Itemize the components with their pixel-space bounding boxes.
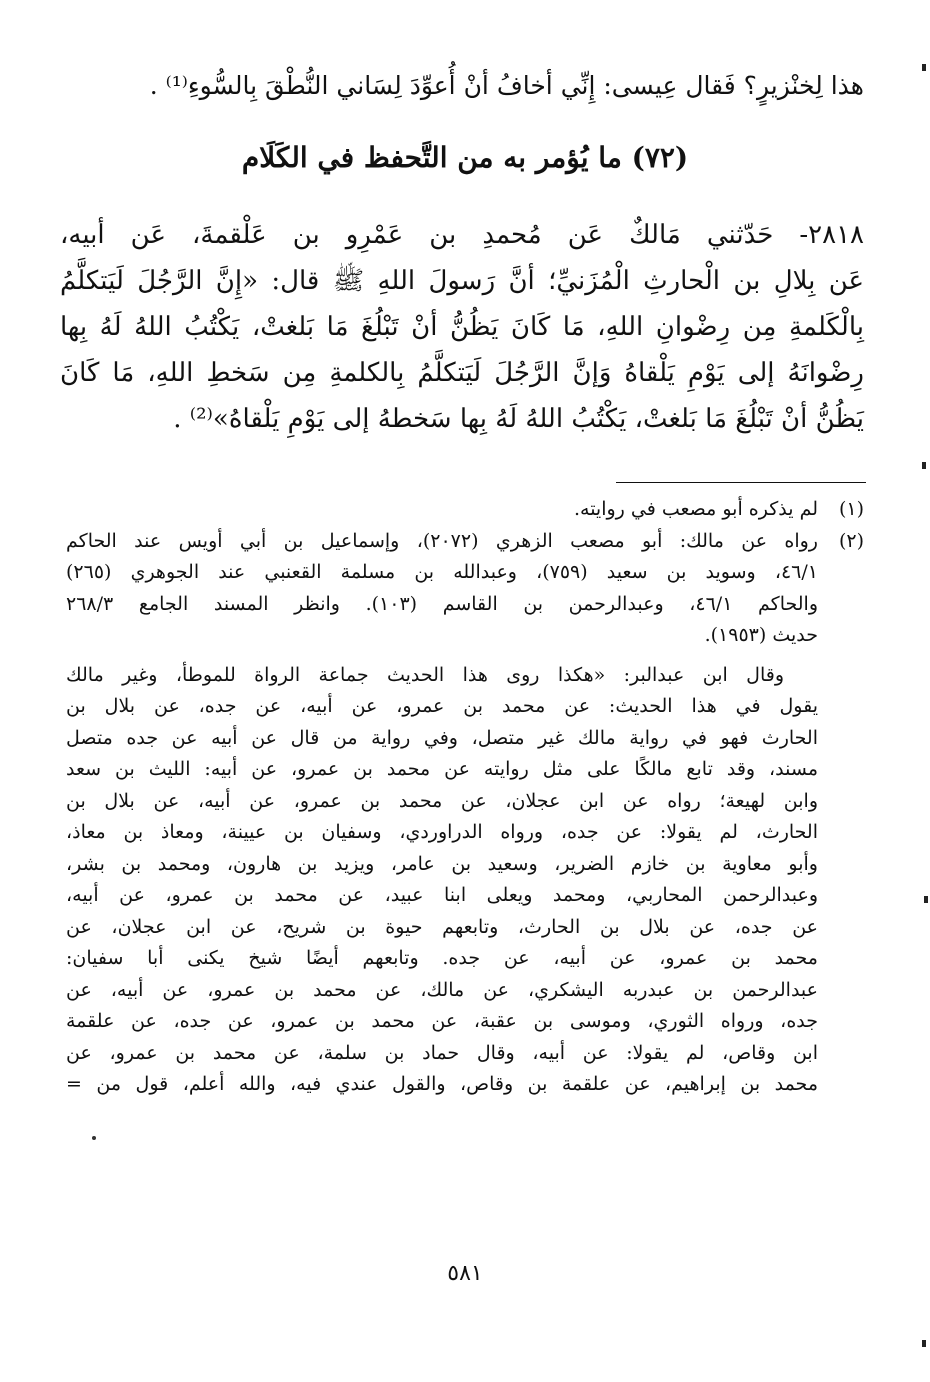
footnote-line: الحارث فهو في رواية مالك غير متصل، وفي رواية من قال عن أبيه عن جده متصل	[66, 726, 818, 749]
scan-speck	[922, 64, 926, 71]
scan-speck	[92, 1136, 96, 1140]
footnote-line: ٤٦/١، وسويد بن سعيد (٧٥٩)، وعبدالله بن مسلمة القعنبي عند الجوهري (٢٦٥)	[66, 561, 818, 583]
footnote-line: جده، ورواه الثوري، وموسى بن عقبة، عن محمد بن عمرو، عن جده، عن علقمة	[66, 1010, 818, 1032]
footnote-line: يقول في هذا الحديث: عن محمد بن عمرو، عن أبيه، عن جده، عن بلال بن	[66, 695, 818, 717]
footnote-line: الحارث، لم يقولا: عن جده، ورواه الدراوردي، وسفيان بن عيينة، ومعاذ بن معاذ،	[66, 821, 818, 843]
footnote-line: والحاكم ٤٦/١، وعبدالرحمن بن القاسم (١٠٣). وانظر المسند الجامع ٢٦٨/٣	[66, 592, 819, 615]
scan-speck	[922, 1340, 926, 1347]
footnotes	[66, 494, 864, 1101]
footnote-line: رواه عن مالك: أبو مصعب الزهري (٢٠٧٢)، وإسماعيل بن أبي أويس عند الحاكم	[66, 529, 818, 552]
footnote-number: (١)	[838, 498, 864, 520]
footnote-line: محمد بن إبراهيم، عن علقمة بن وقاص، والقول عندي فيه، والله أعلم، قول من =	[66, 1073, 818, 1095]
scan-speck	[924, 896, 928, 903]
hadith-line: عَن بِلالِ بن الْحارثِ الْمُزَنيِّ؛ أنَّ رَسولَ اللهِ ﷺ قال: «إِنَّ الرَّجُلَ لَيَتكلَّمُ	[60, 266, 864, 296]
footnote-line: محمد بن عمرو، عن أبيه، عن جده. وتابعهم أيضًا شيخ يكنى أبا سفيان:	[66, 947, 818, 969]
footnote-divider	[616, 482, 866, 483]
footnote-line: وعبدالرحمن المحاربي، ومحمد ويعلى ابنا عبيد، عن محمد بن عمرو، عن أبيه،	[66, 884, 818, 906]
chapter-title: (٧٢) ما يُؤمر به من التَّحفظ في الكَلَام	[241, 141, 689, 174]
page-number: ٥٨١	[447, 1261, 483, 1286]
footnote-line: لم يذكره أبو مصعب في روايته.	[573, 498, 818, 520]
hadith-line: رِضْوانَهُ إلى يَوْمِ يَلْقاهُ وَإنَّ الرَّجُلَ لَيَتكلَّمُ بِالكلمةِ مِن سَخطِ اللهِ، مَا كَانَ	[60, 358, 864, 388]
footnote-line: وابن لهيعة؛ رواه عن ابن عجلان، عن محمد بن عمرو، عن أبيه، عن بلال بن	[66, 789, 818, 812]
footnote-line: عن جده، عن بلال بن الحارث، وتابعهم حيوة بن شريح، عن ابن عجلان، عن	[66, 915, 818, 938]
footnote-line: وأبو معاوية بن خازم الضرير، وسعيد بن عامر، ويزيد بن هارون، ومحمد بن بشر،	[66, 852, 818, 875]
footnote-line: وقال ابن عبدالبر: «هكذا روى هذا الحديث جماعة الرواة للموطأ، وغير مالك	[66, 663, 784, 686]
hadith-line: ٢٨١٨- حَدّثني مَالكٌ عَن مُحمدِ بن عَمْرِو بن عَلْقمةَ، عَن أبيه،	[60, 220, 864, 250]
continued-text-line: هذا لِخنْزيرٍ؟ فَقال عِيسى: إِنِّي أخافُ أنْ أُعوِّدَ لِسَاني النُّطْقَ بِالسُّوءِ⁽¹⁾ .	[149, 71, 864, 100]
footnote-paragraph	[66, 660, 818, 1101]
hadith-text	[60, 212, 864, 442]
footnote-1	[66, 494, 864, 526]
scan-speck	[922, 462, 926, 469]
footnote-2	[66, 526, 864, 1101]
footnote-line: ابن وقاص، لم يقولا: عن أبيه، وقال حماد بن سلمة، عن محمد بن عمرو، عن	[66, 1041, 818, 1064]
footnote-line: مسند، وقد تابع مالكًا على مثل روايته عن محمد بن عمرو، عن أبيه: الليث بن سعد	[66, 758, 818, 780]
footnote-number: (٢)	[838, 529, 864, 552]
hadith-line: يَظُنُّ أنْ تَبْلُغَ مَا بَلغتْ، يَكْتُبُ اللهُ لَهُ بِها سَخطهُ إلى يَوْمِ يَلْقاهُ»⁽²⁾ .	[173, 404, 864, 434]
footnote-line: حديث (١٩٥٣).	[704, 624, 818, 646]
hadith-line: بِالْكَلمةِ مِن رِضْوانِ اللهِ، مَا كَانَ يَظُنُّ أنْ تَبْلُغَ مَا بَلغتْ، يَكْتُبُ اللهُ لَهُ بِها	[60, 312, 864, 342]
footnote-line: عبدالرحمن بن عبدربه اليشكري، عن مالك، عن محمد بن عمرو، عن أبيه، عن	[66, 978, 818, 1001]
